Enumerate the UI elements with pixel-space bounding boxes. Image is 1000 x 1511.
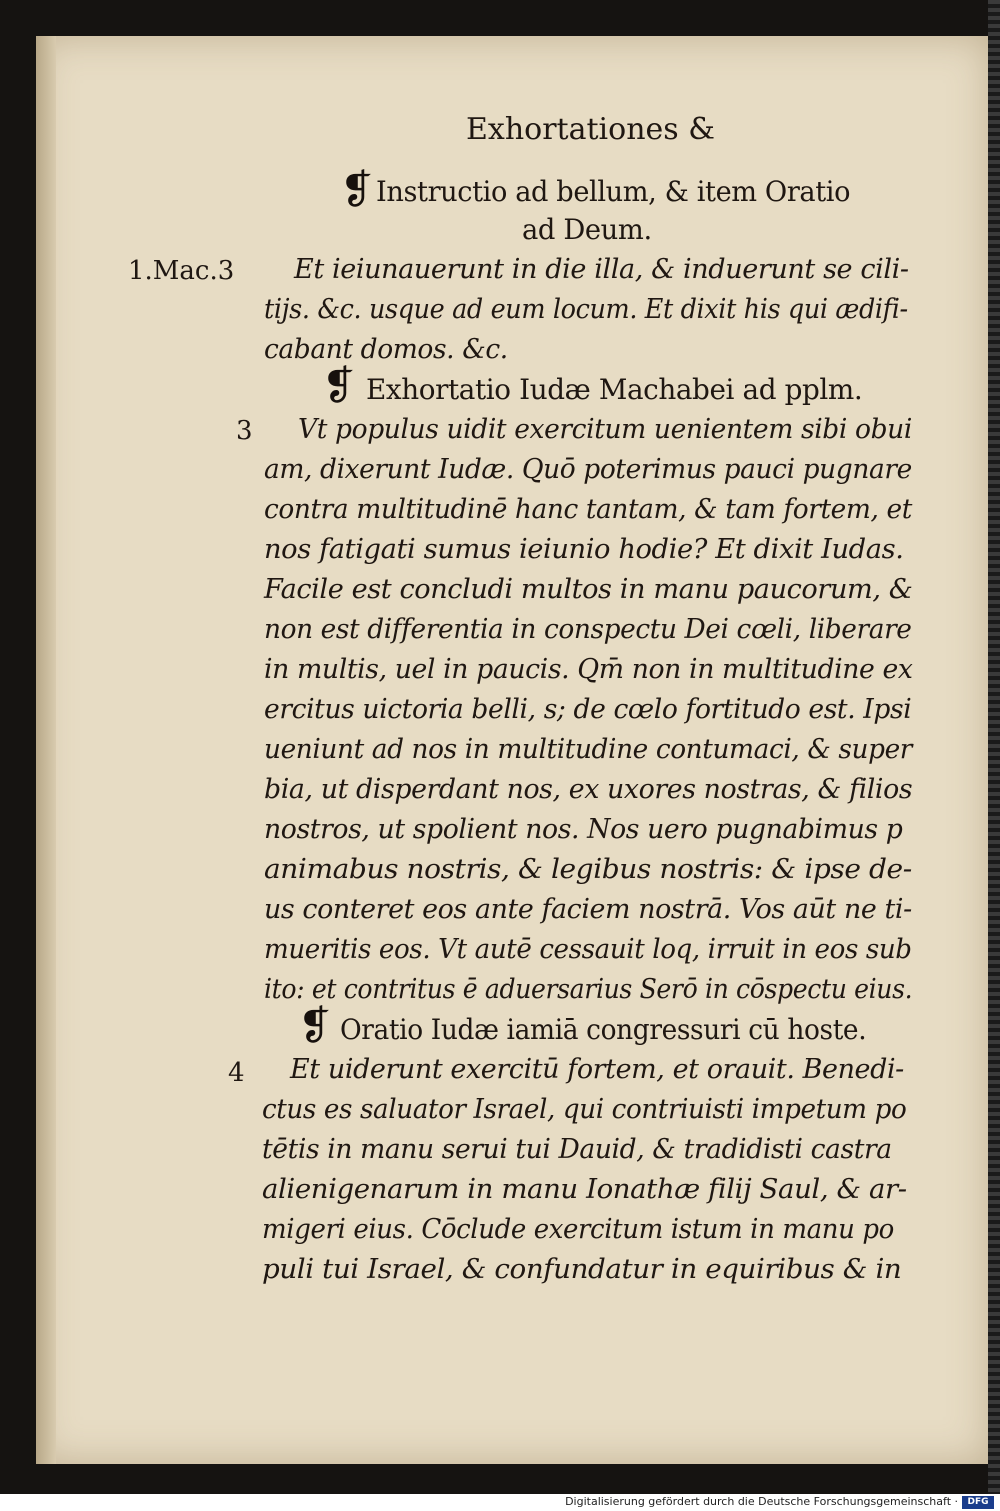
pilcrow-icon: ❡ [340, 167, 374, 213]
section-heading: Instructio ad bellum, & item Oratio [376, 175, 851, 208]
text-line: tētis in manu serui tui Dauid, & tradidisti castra [262, 1134, 892, 1165]
text-line: animabus nostris, & legibus nostris: & ipse de- [264, 854, 912, 885]
dfg-logo-icon: DFG [962, 1496, 994, 1509]
text-line: ito: et contritus ē aduersarius Serō in cōspectu eius. [264, 974, 913, 1005]
text-line: puli tui Israel, & confundatur in equiribus & in [262, 1254, 902, 1285]
text-line: contra multitudinē hanc tantam, & tam fortem, et [264, 494, 912, 525]
text-line: Facile est concludi multos in manu paucorum, & [264, 574, 913, 605]
text-line: migeri eius. Cōclude exercitum istum in manu po [262, 1214, 894, 1245]
footer-bar [0, 1494, 1000, 1511]
text-line: us conteret eos ante faciem nostrā. Vos aūt ne ti- [264, 894, 912, 925]
margin-reference-3: 4 [228, 1058, 245, 1088]
text-line: Et ieiunauerunt in die illa, & induerunt se cili- [294, 254, 909, 285]
text-line: nostros, ut spolient nos. Nos uero pugnabimus p [264, 814, 903, 845]
text-line: bia, ut disperdant nos, ex uxores nostras, & filios [264, 774, 913, 805]
text-line: nos fatigati sumus ieiunio hodie? Et dixit Iudas. [264, 534, 904, 565]
page-spine [36, 36, 56, 1464]
section-heading: Exhortatio Iudæ Machabei ad pplm. [366, 373, 863, 406]
text-line: cabant domos. &c. [264, 334, 508, 365]
pilcrow-icon: ❡ [298, 1003, 332, 1049]
text-line: in multis, uel in paucis. Qm̄ non in multitudine ex [264, 654, 913, 685]
text-line: am, dixerunt Iudæ. Quō poterimus pauci pugnare [264, 454, 912, 485]
running-title: Exhortationes & [466, 112, 715, 147]
text-line: Et uiderunt exercitū fortem, et orauit. Benedi- [290, 1054, 904, 1085]
text-line: non est differentia in conspectu Dei cœli, liberare [264, 614, 912, 645]
section-heading: ad Deum. [522, 213, 652, 246]
text-line: ctus es saluator Israel, qui contriuisti impetum po [262, 1094, 907, 1125]
scanner-calibration-strip [988, 0, 1000, 1494]
text-line: alienigenarum in manu Ionathæ filij Saul, & ar- [262, 1174, 907, 1205]
text-line: ueniunt ad nos in multitudine contumaci, & super [264, 734, 913, 765]
digitization-credit: Digitalisierung gefördert durch die Deutsche Forschungsgemeinschaft · [565, 1495, 958, 1508]
text-line: ercitus uictoria belli, s; de cœlo fortitudo est. Ipsi [264, 694, 912, 725]
pilcrow-icon: ❡ [322, 363, 356, 409]
text-line: Vt populus uidit exercitum uenientem sibi obui [298, 414, 912, 445]
margin-reference-2: 3 [236, 416, 253, 446]
margin-reference-1: 1.Mac.3 [128, 256, 235, 286]
section-heading: Oratio Iudæ iamiā congressuri cū hoste. [340, 1013, 867, 1046]
text-line: tijs. &c. usque ad eum locum. Et dixit his qui ædifi- [264, 294, 908, 325]
text-line: mueritis eos. Vt autē cessauit loq, irruit in eos sub [264, 934, 912, 965]
